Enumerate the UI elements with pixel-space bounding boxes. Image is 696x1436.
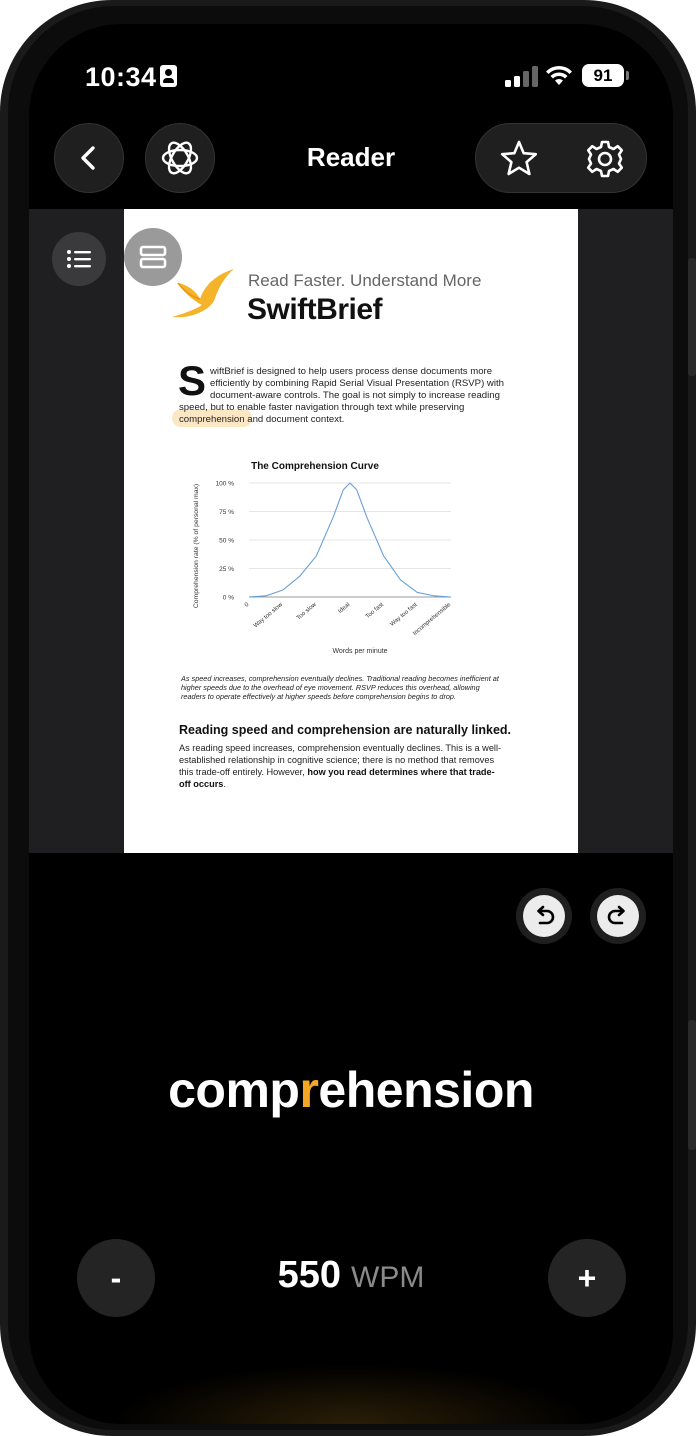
- chart-x-tick-label: Too slow: [295, 601, 318, 622]
- document-brand-title: SwiftBrief: [247, 293, 383, 326]
- cellular-signal-icon: [505, 66, 537, 87]
- rewind-arrow-icon: [531, 903, 557, 929]
- status-bar: [29, 24, 673, 114]
- body-line: As reading speed increases, comprehension eventually declines. This is a well-: [179, 743, 502, 753]
- forward-arrow-icon: [605, 903, 631, 929]
- rsvp-word: [29, 1061, 673, 1119]
- drop-cap: S: [178, 357, 207, 404]
- intro-line: wiftBrief is designed to help users process dense documents more: [210, 366, 493, 377]
- wifi-icon: [544, 64, 574, 88]
- chart-y-tick-label: 0 %: [222, 594, 234, 602]
- id-card-icon: [160, 65, 177, 87]
- section-heading: Reading speed and comprehension are naturally linked.: [179, 723, 512, 737]
- nav-actions-pill: [475, 123, 647, 193]
- decrease-speed-button[interactable]: -: [77, 1239, 155, 1317]
- page-stack-icon: [139, 245, 167, 269]
- chart-x-tick-label: Incomprehensible: [412, 601, 453, 637]
- outline-button[interactable]: [52, 232, 106, 286]
- chevron-left-icon: [76, 145, 102, 171]
- chart-title: The Comprehension Curve: [251, 461, 379, 472]
- chart-y-axis-label: Comprehension rate (% of personal max): [193, 483, 200, 609]
- skip-forward-button[interactable]: [590, 888, 646, 944]
- volume-button: [688, 258, 696, 376]
- side-button: [688, 1020, 696, 1150]
- bottom-glow: [109, 1364, 593, 1424]
- chart-y-tick-label: 50 %: [219, 537, 234, 545]
- chart-x-tick-label: Way too slow: [252, 601, 284, 630]
- document-tagline: Read Faster. Understand More: [248, 271, 482, 290]
- wpm-value: 550: [277, 1254, 342, 1296]
- settings-button[interactable]: [562, 124, 648, 194]
- body-bold-text: how you read determines where that trade-: [307, 767, 495, 777]
- back-button[interactable]: [54, 123, 124, 193]
- document-page[interactable]: [124, 209, 578, 853]
- star-icon: [499, 139, 539, 179]
- battery-level: 91: [582, 64, 624, 87]
- swift-bird-logo: [170, 267, 242, 319]
- body-bold-text: off occurs: [179, 779, 224, 789]
- intro-line: document-aware controls. The goal is not simply to increase reading: [210, 390, 500, 401]
- ai-button[interactable]: [145, 123, 215, 193]
- body-line: [179, 778, 226, 790]
- chart-x-tick-label: Way too fast: [389, 601, 419, 628]
- chart-x-axis-label: Words per minute: [332, 648, 388, 655]
- phone-bezel: [8, 6, 688, 1430]
- chart-x-tick-label: Too fast: [364, 601, 385, 621]
- document-viewer[interactable]: [29, 209, 673, 853]
- ai-flower-icon: [159, 137, 201, 179]
- increase-speed-button[interactable]: +: [548, 1239, 626, 1317]
- body-text: .: [223, 779, 226, 789]
- wpm-unit: WPM: [351, 1261, 425, 1294]
- status-time: 10:34: [85, 62, 157, 92]
- intro-line: speed, but to enable faster navigation through text while preserving: [179, 402, 465, 413]
- intro-line: comprehension and document context.: [179, 414, 345, 425]
- favorite-button[interactable]: [476, 124, 562, 194]
- rsvp-word-pre: comp: [168, 1062, 300, 1118]
- chart-caption: As speed increases, comprehension eventually declines. Traditional reading becomes inefficient at higher speeds due to the overhead of eye movement. RSVP reduces this overhead, allowing readers to operate effectively at higher speeds before comprehension begins to drop.: [181, 674, 499, 702]
- list-icon: [66, 248, 92, 270]
- battery-tip: [626, 71, 629, 80]
- body-line: [179, 766, 495, 778]
- gear-icon: [585, 139, 625, 179]
- speed-display: [209, 1254, 493, 1297]
- rsvp-word-post: ehension: [318, 1062, 534, 1118]
- chart-y-tick-label: 25 %: [219, 566, 234, 573]
- rsvp-focus-letter: r: [299, 1062, 319, 1118]
- intro-line: efficiently by combining Rapid Serial Visual Presentation (RSVP) with: [210, 378, 504, 389]
- page-layout-button[interactable]: [124, 228, 182, 286]
- chart-x-tick-label: 0: [243, 601, 251, 609]
- comprehension-chart: [184, 473, 474, 663]
- skip-back-button[interactable]: [516, 888, 572, 944]
- page-title: Reader: [306, 142, 396, 172]
- chart-y-tick-label: 100 %: [215, 480, 234, 488]
- chart-y-tick-label: 75 %: [219, 509, 234, 516]
- body-text: this trade-off entirely. However,: [179, 767, 308, 777]
- body-line: established relationship in cognitive science; there is no method that removes: [179, 755, 495, 765]
- chart-x-tick-label: Ideal: [337, 601, 352, 615]
- screen: [29, 24, 673, 1424]
